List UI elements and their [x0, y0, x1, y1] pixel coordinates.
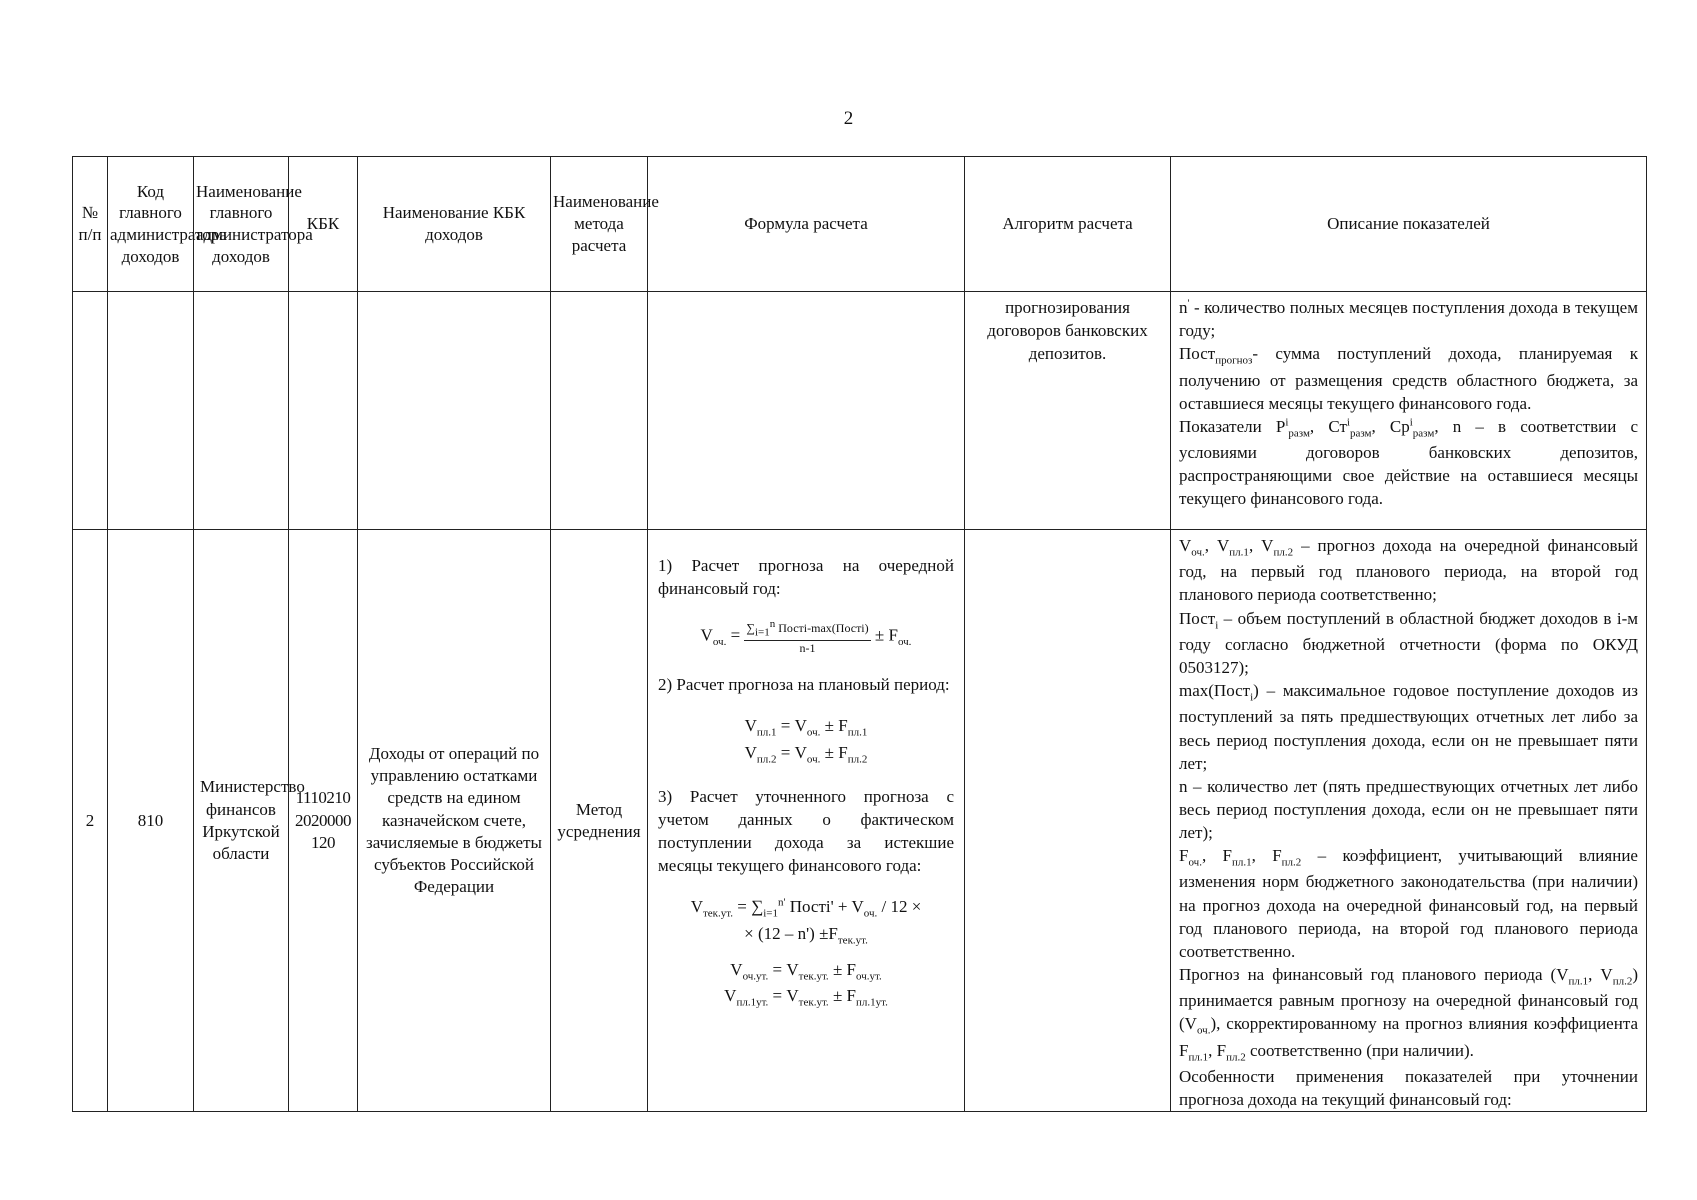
description-cell	[1171, 292, 1647, 530]
formula-refined: $V_{оч.ут.} = V_{тек.ут.} \pm F_{оч.ут.}$ $V_{пл.1ут.} = V_{тек.ут.} \pm F_{пл.1ут.}$	[724, 960, 888, 1009]
formula-cell	[648, 530, 965, 1112]
formula-step-3: 3) Расчет уточненного прогноза с учетом данных о фактическом поступлении дохода за истекшие месяцы текущего финансового года:	[658, 786, 954, 876]
admin-code-cell: 810	[108, 530, 194, 1112]
description-paragraph: $F_{оч.}$, $F_{пл.1}$, $F_{пл.2}$ – коэффициент, учитывающий влияние изменения норм бюджетного законодательства (при наличии) на прогноз дохода на очередной финансовый год, на первый год планового периода, на второй год планового периода соответственно.	[1179, 846, 1638, 961]
description-paragraph: $V_{оч.}$, $V_{пл.1}$, $V_{пл.2}$ – прогноз дохода на очередной финансовый год, на первый год планового периода, на второй год планового периода соответственно;	[1179, 536, 1639, 605]
header-kbk-name: Наименование КБК доходов	[358, 157, 551, 292]
formula-fraction: $\frac{\sum_{i=1}^n Постi-\max(Постi)}{n-1}$	[746, 618, 869, 655]
formula-step-1: 1) Расчет прогноза на очередной финансовый год:	[658, 556, 954, 599]
description-paragraph: n' - количество полных месяцев поступления дохода в текущем году;	[1179, 297, 1638, 341]
kbk-cell	[289, 530, 358, 1112]
header-method-name: Наименование метода расчета	[551, 157, 648, 292]
header-formula: Формула расчета	[648, 157, 965, 292]
cell-empty	[648, 292, 965, 530]
description-paragraph: Особенности применения показателей при уточнении прогноза дохода на текущий финансовый год:	[1179, 1067, 1638, 1110]
description-paragraph: Пост$_{прогноз}$- сумма поступлений дохода, планируемая к получению от размещения средств областного бюджета, за оставшиеся месяцы текущего финансового года.	[1179, 344, 1638, 413]
table-row	[73, 530, 1647, 1112]
row-number-cell: 2	[73, 530, 108, 1112]
revenue-forecast-table	[72, 156, 1647, 1112]
admin-name-cell: Министерство финансов Иркутской области	[194, 530, 289, 1112]
cell-empty	[289, 292, 358, 530]
description-paragraph: Показатели $P^i_{разм}$, $Ст^i_{разм}$, $Ср^i_{разм}$, n – в соответствии с условиями договоров банковских депозитов, распространяющими свое действие на оставшиеся месяцы текущего финансового года.	[1179, 416, 1638, 509]
cell-empty	[194, 292, 289, 530]
header-kbk: КБК	[289, 157, 358, 292]
kbk-name-cell: Доходы от операций по управлению остатками средств на едином казначейском счете, зачисляемые в бюджеты субъектов Российской Федерации	[358, 530, 551, 1112]
header-row-number: № п/п	[73, 157, 108, 292]
method-cell: Метод усреднения	[551, 530, 648, 1112]
formula-current-year: $V_{тек.ут.} = \sum_{i=1}^{n'}$ Постi' + $V_{оч.} / 12$ × × $(12 - n') \pm F_{тек.ут.}$	[690, 896, 922, 947]
header-algorithm: Алгоритм расчета	[965, 157, 1171, 292]
formula-step-2: 2) Расчет прогноза на плановый период:	[658, 675, 950, 695]
page-number: 2	[843, 108, 854, 129]
cell-empty	[551, 292, 648, 530]
description-paragraph: Прогноз на финансовый год планового периода ($V_{пл.1}$, $V_{пл.2}$) принимается равным прогнозу на очередной финансовый год $(V_{оч.})$, скорректированному на прогноз влияния коэффициента $F_{пл.1}$, $F_{пл.2}$ соответственно (при наличии).	[1179, 964, 1638, 1064]
header-description: Описание показателей	[1171, 157, 1647, 292]
table-row	[73, 292, 1647, 530]
header-row	[73, 157, 1647, 292]
algorithm-cell-empty	[965, 530, 1171, 1112]
kbk-code: 1110210 2020000 120	[295, 788, 351, 852]
algorithm-cell: прогнозирования договоров банковских депозитов.	[965, 292, 1171, 530]
formula-planning-period: $V_{пл.1} = V_{оч.} \pm F_{пл.1}$ $V_{пл.2} = V_{оч.} \pm F_{пл.2}$	[744, 716, 868, 766]
description-paragraph: n – количество лет (пять предшествующих отчетных лет либо весь период поступления дохода, если он не превышает пяти лет);	[1179, 776, 1638, 843]
header-admin-code: Код главного администратора доходов	[108, 157, 194, 292]
description-paragraph: max(Пост$_i$) – максимальное годовое поступление доходов из поступлений за пять предшествующих отчетных лет либо за весь период поступления дохода, если он не превышает пяти лет;	[1179, 681, 1638, 773]
description-cell	[1171, 530, 1647, 1112]
cell-empty	[358, 292, 551, 530]
formula-next-year: $V_{оч.}$ = $\frac{\sum_{i=1}^n Постi-\max(Постi)}{n-1}$ ± $F_{оч.}$	[700, 618, 912, 655]
cell-empty	[108, 292, 194, 530]
header-admin-name: Наименование главного администратора доходов	[194, 157, 289, 292]
description-paragraph: Пост$_i$ – объем поступлений в областной бюджет доходов в i-м году согласно бюджетной отчетности (форма по ОКУД 0503127);	[1179, 608, 1638, 678]
cell-empty	[73, 292, 108, 530]
